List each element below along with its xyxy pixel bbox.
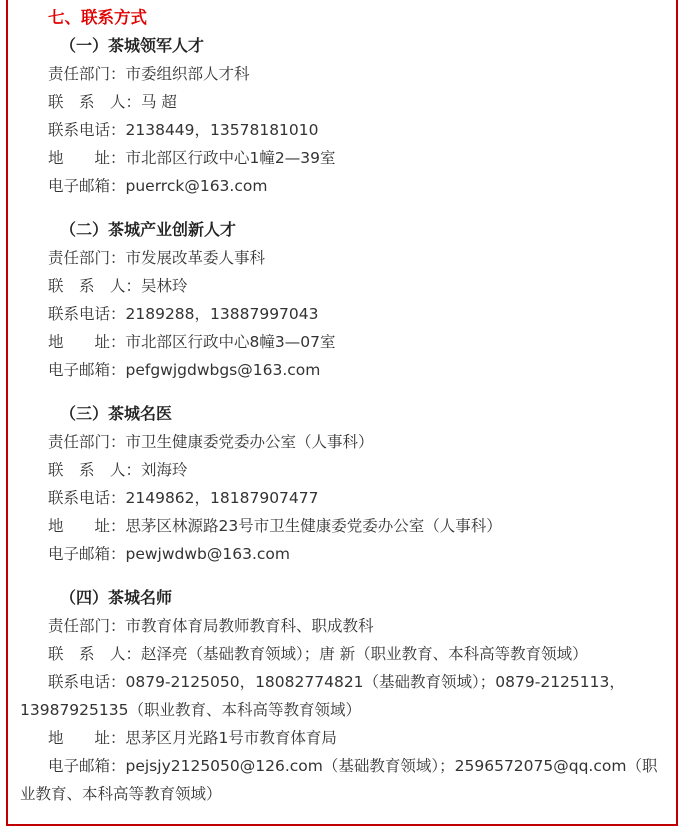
email-line: 电子邮箱：pefgwjgdwbgs@163.com	[48, 361, 321, 379]
contact-person-line: 联 系 人：赵泽亮（基础教育领域）；唐 新（职业教育、本科高等教育领域）	[48, 645, 588, 663]
address-line: 地 址：思茅区月光路1号市教育体育局	[48, 729, 337, 747]
section-leader-talent	[20, 32, 670, 200]
phone-line: 联系电话：2149862，18187907477	[48, 489, 319, 507]
email-line: 电子邮箱：puerrck@163.com	[48, 177, 268, 195]
section-title: （三）茶城名医	[60, 404, 173, 423]
section-title: （二）茶城产业创新人才	[60, 220, 237, 239]
address-line: 地 址：思茅区林源路23号市卫生健康委党委办公室（人事科）	[48, 517, 502, 535]
contact-person-line: 联 系 人：刘海玲	[48, 461, 188, 479]
email-line: 电子邮箱：pejsjy2125050@126.com（基础教育领域）；2596572075@qq.com（职业教育、本科高等教育领域）	[20, 757, 658, 803]
dept-line: 责任部门：市教育体育局教师教育科、职成教科	[48, 617, 374, 635]
section-title: （一）茶城领军人才	[60, 36, 205, 55]
phone-line: 联系电话：2189288，13887997043	[48, 305, 319, 323]
section-title: （四）茶城名师	[60, 588, 173, 607]
section-heading: 七、联系方式	[48, 8, 147, 27]
contact-person-line: 联 系 人：吴林玲	[48, 277, 188, 295]
dept-line: 责任部门：市发展改革委人事科	[48, 249, 266, 267]
section-industry-talent	[20, 216, 670, 384]
section-teachers	[20, 584, 670, 808]
dept-line: 责任部门：市卫生健康委党委办公室（人事科）	[48, 433, 374, 451]
address-line: 地 址：市北部区行政中心8幢3—07室	[48, 333, 336, 351]
address-line: 地 址：市北部区行政中心1幢2—39室	[48, 149, 336, 167]
contact-person-line: 联 系 人：马 超	[48, 93, 177, 111]
section-doctors	[20, 400, 670, 568]
contact-info	[20, 4, 670, 824]
phone-line: 联系电话：2138449，13578181010	[48, 121, 319, 139]
phone-line: 联系电话：0879-2125050，18082774821（基础教育领域）；0879-2125113，13987925135（职业教育、本科高等教育领域）	[20, 673, 625, 719]
dept-line: 责任部门：市委组织部人才科	[48, 65, 250, 83]
email-line: 电子邮箱：pewjwdwb@163.com	[48, 545, 291, 563]
